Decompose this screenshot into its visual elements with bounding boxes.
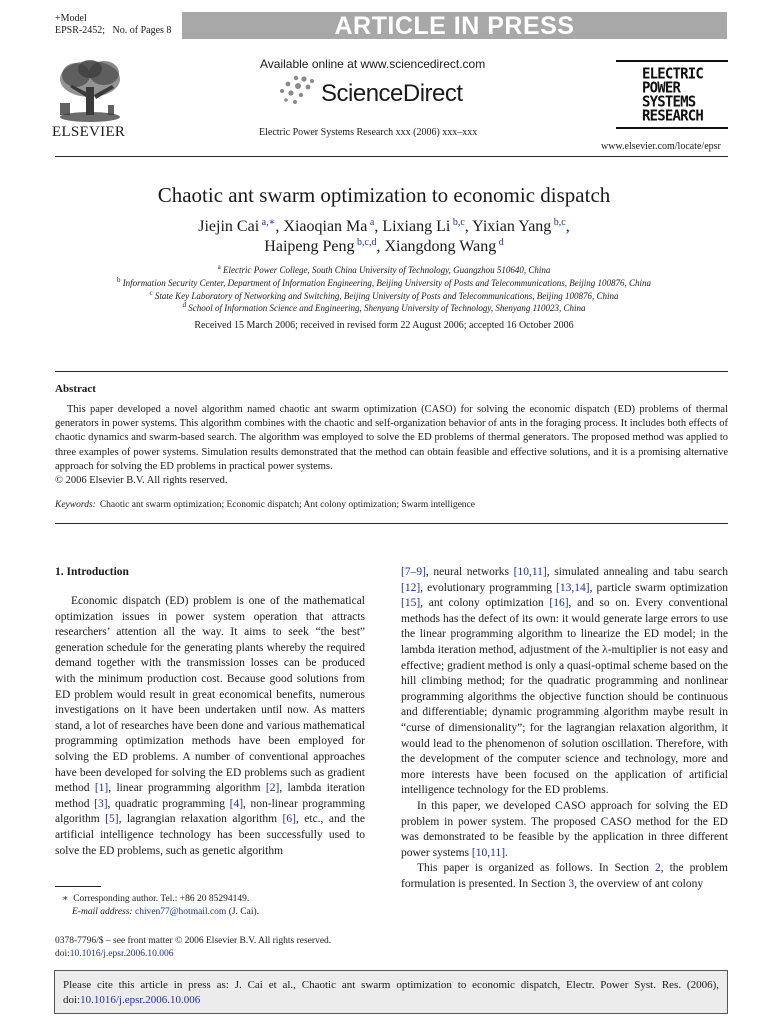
citation-box — [54, 970, 728, 1014]
right-column-text — [401, 565, 728, 892]
paragraph — [401, 861, 728, 892]
reference-link[interactable]: [15] — [401, 597, 421, 610]
author-name: Jiejin Cai — [198, 218, 260, 235]
manuscript-id: EPSR-2452; — [55, 25, 106, 36]
abstract-body: This paper developed a novel algorithm named chaotic ant swarm optimization (CASO) for solving the economic dispatch (ED) problems of thermal generators in power systems. This algorithm combines with the chaotic and self-organization behavior of ants in the foraging process. It includes both effects of chaotic dynamics and swarm-based search. The algorithm was employed to solve the ED problems of thermal generators. The proposed method was applied to three examples of power systems. Simulation results demonstrated that the method can obtain feasible and effective solutions, and it is a promising alternative approach for solving the ED problems in practical power systems. — [55, 404, 728, 472]
reference-link[interactable]: [13,14] — [556, 581, 590, 594]
paragraph — [401, 565, 728, 799]
abstract-bottom-divider — [55, 523, 728, 524]
publisher-name: ELSEVIER — [52, 124, 126, 140]
body-text: . — [505, 846, 508, 859]
body-text: , quadratic programming — [107, 797, 230, 810]
author-line-2: Haipeng Peng $^{b,c,d}$, Xiangdong Wang $^d$ — [264, 237, 504, 255]
email-footnote: E-mail address: chiven77@hotmail.com (J. Cai). — [72, 907, 260, 917]
body-text: , ant colony optimization — [420, 597, 550, 610]
affiliation-marker[interactable]: b,c,d — [354, 237, 377, 248]
journal-logo-word: SYSTEMS — [642, 93, 696, 111]
front-matter-line: 0378-7796/$ – see front matter © 2006 Elsevier B.V. All rights reserved. — [55, 936, 332, 946]
reference-link[interactable]: [6] — [282, 813, 296, 826]
reference-link[interactable]: [4] — [229, 797, 244, 810]
keywords-line — [55, 500, 475, 510]
reference-link[interactable]: [2] — [265, 782, 280, 795]
journal-logo-word: ELECTRIC — [642, 65, 704, 83]
body-text: , lagrangian relaxation algorithm — [118, 813, 283, 826]
body-text: Economic dispatch (ED) problem is one of the mathematical optimization issues in power system operation that attracts researchers’ attention all the way. It aims to seek “the best” generation schedule for the generating plants whereby the required demand together with the transmission losses can be produced with the minimum production cost. Because good solutions from ED problem would result in great economical benefits, numerous investigations on it have been undertaken until now. As matters stand, a lot of researches have been done and various mathematical programming optimization methods have been employed for solving the ED problems. A number of conventional approaches have been developed for solving the ED problems such as gradient method — [55, 595, 365, 795]
reference-link[interactable]: [10,11] — [471, 846, 506, 859]
affiliation-marker[interactable]: a — [367, 217, 375, 228]
journal-logo — [616, 60, 728, 130]
manuscript-id-line — [55, 25, 171, 36]
paragraph — [401, 799, 728, 861]
reference-link[interactable]: [5] — [105, 813, 119, 826]
body-text: In this paper, we developed CASO approach for solving the ED problem in power system. The proposed CASO method for the ED was demonstrated to be feasible by the application in three different power systems — [401, 799, 728, 859]
journal-citation-line: Electric Power Systems Research xxx (2006) xxx–xxx — [259, 127, 478, 138]
affiliation-marker[interactable]: a,∗ — [259, 217, 276, 228]
model-label: +Model — [55, 13, 87, 24]
banner-text: ARTICLE IN PRESS — [334, 12, 575, 40]
journal-logo-word: RESEARCH — [642, 107, 704, 125]
author-name: Lixiang Li — [382, 218, 451, 235]
body-text: , evolutionary programming — [420, 581, 557, 594]
body-text: , etc., and the artificial intelligence technology has been successfully used to solve the ED problems, such as genetic algorithm — [55, 813, 365, 857]
body-text: , and so on. Every conventional methods has the defect of its own: it would generate large errors to use the linear programming algorithm to linearize the ED model; in the lambda iteration method, adjustment of the λ-multiplier is not easy and effective; gradient method is only a quasi-optimal scheme based on the hill climbing method; for the quadratic programming and nonlinear programming algorithms the objective function should be continuous and differentiable; dynamic programming algorithm maybe result in “curse of dimensionality”; for the lagrangian relaxation algorithm, it would lead to the phenomenon of solution oscillation. Therefore, with the development of the computer science and technology, more and more interests have been focused on the application of artificial intelligence technology for the ED problems. — [401, 597, 729, 797]
author-line-1: Jiejin Cai $^{a,∗}$, Xiaoqian Ma $^a$, Lixiang Li $^{b,c}$, Yixian Yang $^{b,c}$, — [198, 217, 570, 235]
reference-link[interactable]: [12] — [401, 581, 421, 594]
elsevier-tree-logo-icon — [52, 57, 128, 127]
affiliation-d: $^d$ School of Information Science and Engineering, Shenyang University of Technology, Shenyang 110023, China — [182, 301, 586, 313]
affiliation-c: $^c$ State Key Laboratory of Networking and Switching, Beijing University of Posts and Telecommunications, Beijing 100876, China — [149, 289, 619, 301]
abstract-copyright: © 2006 Elsevier B.V. All rights reserved. — [55, 475, 228, 486]
affiliation-marker[interactable]: b,c — [551, 217, 566, 228]
keywords-label: Keywords: — [55, 500, 96, 510]
reference-link[interactable]: [10,11] — [513, 566, 547, 578]
author-name: Xiaoqian Ma — [283, 218, 368, 235]
affiliation-b: $^b$ Information Security Center, Department of Information Engineering, Beijing University of Posts and Telecommunications, Beijing 100876, China — [116, 276, 652, 288]
affiliation-a: $^a$ Electric Power College, South China University of Technology, Guangzhou 510640, China — [217, 263, 551, 275]
body-text: , the overview of ant colony — [574, 877, 704, 890]
body-text: , simulated annealing and tabu search — [546, 566, 728, 578]
header-divider — [55, 156, 728, 157]
reference-link[interactable]: 3 — [568, 877, 575, 890]
article-in-press-banner — [182, 12, 727, 39]
received-dates: Received 15 March 2006; received in revised form 22 August 2006; accepted 16 October 2006 — [194, 320, 574, 331]
sciencedirect-logo-text: ScienceDirect — [321, 80, 463, 107]
doi-line: doi:10.1016/j.epsr.2006.10.006 — [55, 949, 174, 959]
reference-link[interactable]: [3] — [94, 797, 108, 810]
abstract-top-divider — [55, 371, 728, 372]
reference-link[interactable]: [7–9] — [401, 566, 426, 578]
reference-link[interactable]: [16] — [549, 597, 569, 610]
author-name: Haipeng Peng — [264, 238, 355, 255]
page-count: No. of Pages 8 — [112, 25, 172, 36]
citation-text: Please cite this article in press as: J. Cai et al., Chaotic ant swarm optimization to economic dispatch, Electr. Power Syst. Res. (2006), doi: — [63, 979, 719, 1006]
reference-link[interactable]: [1] — [94, 782, 109, 795]
body-text: , non-linear programming algorithm — [55, 797, 365, 826]
email-link[interactable]: chiven77@hotmail.com — [134, 907, 227, 917]
article-title: Chaotic ant swarm optimization to economic dispatch — [157, 183, 611, 207]
corresponding-author-footnote: ∗ Corresponding author. Tel.: +86 20 85294149. — [62, 894, 250, 904]
citation-doi-link[interactable]: 10.1016/j.epsr.2006.10.006 — [80, 994, 201, 1006]
author-name: Yixian Yang — [472, 218, 552, 235]
left-column-text — [55, 594, 365, 859]
sciencedirect-dots-icon — [276, 74, 318, 106]
email-label: E-mail address: — [72, 907, 133, 917]
author-name: Xiangdong Wang — [384, 238, 497, 255]
body-text: This paper is organized as follows. In Section — [417, 862, 655, 875]
journal-logo-word: POWER — [642, 79, 681, 97]
affiliation-marker[interactable]: b,c — [450, 217, 465, 228]
journal-url[interactable]: www.elsevier.com/locate/epsr — [601, 141, 721, 152]
affiliation-marker[interactable]: d — [496, 237, 504, 248]
abstract-heading: Abstract — [55, 383, 96, 395]
keywords-text: Chaotic ant swarm optimization; Economic dispatch; Ant colony optimization; Swarm intelligence — [99, 500, 475, 510]
available-online-text[interactable]: Available online at www.sciencedirect.com — [260, 57, 486, 71]
doi-link[interactable]: 10.1016/j.epsr.2006.10.006 — [69, 949, 174, 959]
body-text: , particle swarm optimization — [589, 581, 729, 594]
section-heading: 1. Introduction — [55, 566, 129, 578]
footnote-rule — [55, 886, 101, 887]
body-text: , the problem formulation is presented. In Section — [401, 862, 729, 890]
body-text: , neural networks — [425, 566, 514, 578]
footnote-mark: ∗ — [62, 894, 69, 904]
reference-link[interactable]: 2 — [654, 862, 661, 875]
body-text: , lambda iteration method — [55, 782, 366, 810]
body-text: , linear programming algorithm — [108, 782, 266, 795]
